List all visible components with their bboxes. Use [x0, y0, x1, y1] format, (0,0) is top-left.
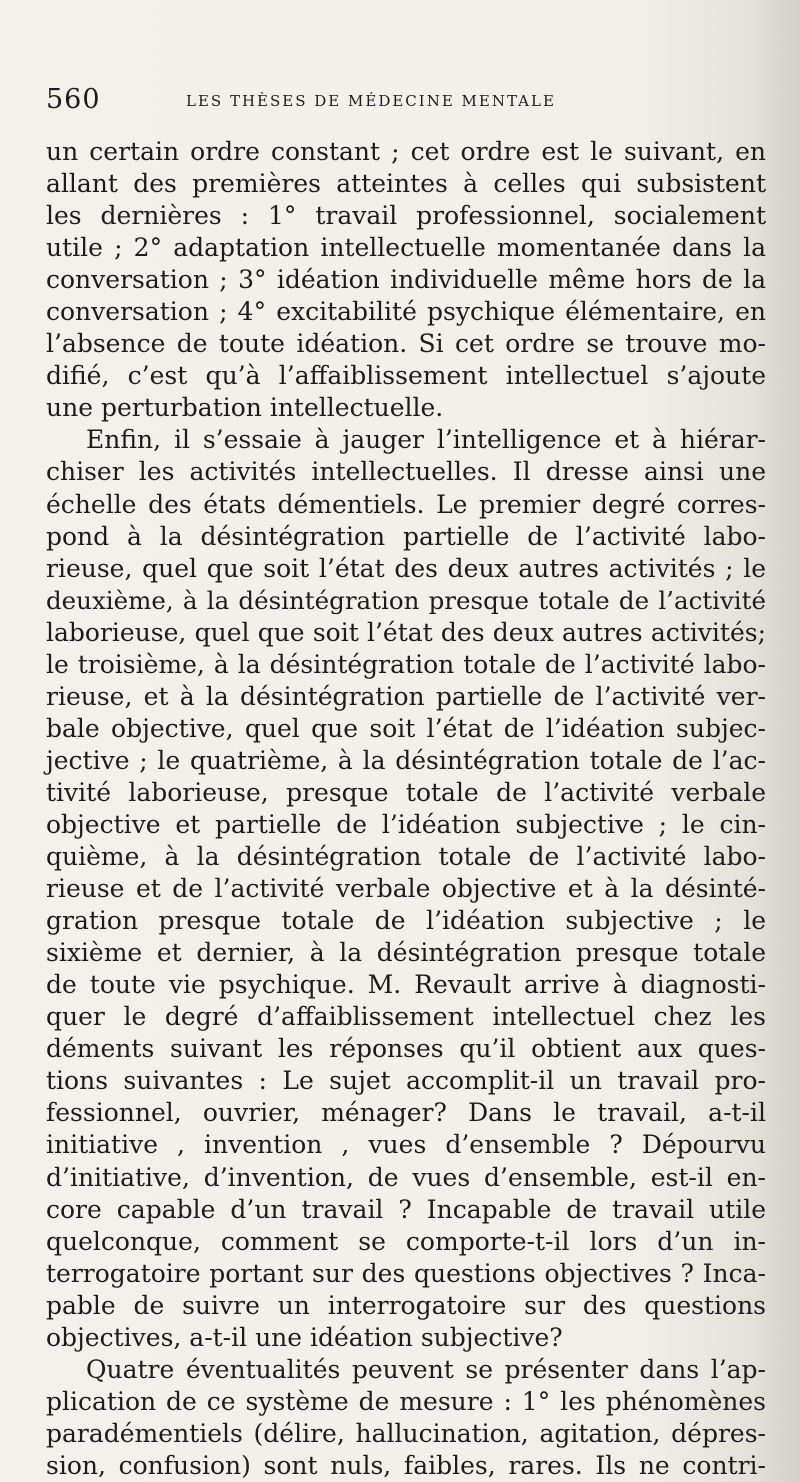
text-line: quelconque, comment se comporte-t-il lors d’un in- [46, 1226, 766, 1256]
running-title: LES THÈSES DE MÉDECINE MENTALE [186, 92, 556, 110]
running-head [46, 84, 766, 120]
text-line: terrogatoire portant sur des questions objectives ? Inca- [46, 1258, 766, 1288]
text-line: laborieuse, quel que soit l’état des deux autres activités; [46, 617, 766, 647]
text-line: tivité laborieuse, presque totale de l’activité verbale [46, 777, 766, 807]
text-line: objective et partielle de l’idéation subjective ; le cin- [46, 809, 766, 839]
text-line: paradémentiels (délire, hallucination, agitation, dépres- [46, 1418, 766, 1448]
text-line: une perturbation intellectuelle. [46, 393, 444, 423]
text-line: le troisième, à la désintégration totale de l’activité labo- [46, 649, 766, 679]
text-line: initiative , invention , vues d’ensemble ? Dépourvu [46, 1130, 766, 1160]
text-line: les dernières : 1° travail professionnel, socialement [46, 201, 766, 231]
text-line: objectives, a-t-il une idéation subjective? [46, 1322, 563, 1352]
text-line: fessionnel, ouvrier, ménager? Dans le travail, a-t-il [46, 1098, 766, 1128]
body-text [46, 136, 766, 1482]
text-line: plication de ce système de mesure : 1° les phénomènes [46, 1386, 766, 1416]
text-line: un certain ordre constant ; cet ordre est le suivant, en [46, 137, 766, 166]
text-line: échelle des états démentiels. Le premier degré corres- [46, 489, 766, 519]
text-line: bale objective, quel que soit l’état de l’idéation subjec- [46, 713, 766, 743]
text-line: difié, c’est qu’à l’affaiblissement intellectuel s’ajoute [46, 361, 766, 391]
text-line: allant des premières atteintes à celles qui subsistent [46, 169, 766, 199]
text-line: d’initiative, d’invention, de vues d’ensemble, est-il en- [46, 1162, 766, 1192]
text-line: chiser les activités intellectuelles. Il dresse ainsi une [46, 457, 766, 487]
text-line: deuxième, à la désintégration presque totale de l’activité [46, 585, 766, 615]
page-number: 560 [46, 84, 101, 115]
text-line: rieuse, quel que soit l’état des deux autres activités ; le [46, 553, 766, 583]
text-line: pable de suivre un interrogatoire sur des questions [46, 1290, 766, 1320]
text-line: pond à la désintégration partielle de l’activité labo- [46, 521, 766, 551]
text-line: conversation ; 3° idéation individuelle même hors de la [46, 265, 766, 295]
text-line: utile ; 2° adaptation intellectuelle momentanée dans la [46, 233, 766, 263]
text-line: tions suivantes : Le sujet accomplit-il un travail pro- [46, 1066, 766, 1096]
text-line: sixième et dernier, à la désintégration presque totale [46, 938, 766, 968]
text-line: Enfin, il s’essaie à jauger l’intelligence et à hiérar- [86, 425, 766, 455]
text-line: quer le degré d’affaiblissement intellectuel chez les [46, 1002, 766, 1032]
text-line: de toute vie psychique. M. Revault arrive à diagnosti- [46, 970, 766, 1000]
text-line: gration presque totale de l’idéation subjective ; le [46, 906, 766, 936]
text-line: rieuse, et à la désintégration partielle de l’activité ver- [46, 681, 766, 711]
text-line: Quatre éventualités peuvent se présenter dans l’ap- [86, 1354, 766, 1384]
text-line: l’absence de toute idéation. Si cet ordre se trouve mo- [46, 329, 766, 359]
text-line: déments suivant les réponses qu’il obtient aux ques- [46, 1034, 766, 1064]
text-line: jective ; le quatrième, à la désintégration totale de l’ac- [46, 745, 766, 775]
text-line: rieuse et de l’activité verbale objective et à la désinté- [46, 874, 766, 904]
text-line: conversation ; 4° excitabilité psychique élémentaire, en [46, 297, 766, 327]
text-line: quième, à la désintégration totale de l’activité labo- [46, 842, 766, 872]
text-line: sion, confusion) sont nuls, faibles, rares. Ils ne contri- [46, 1450, 766, 1480]
text-line: core capable d’un travail ? Incapable de travail utile [46, 1194, 766, 1224]
